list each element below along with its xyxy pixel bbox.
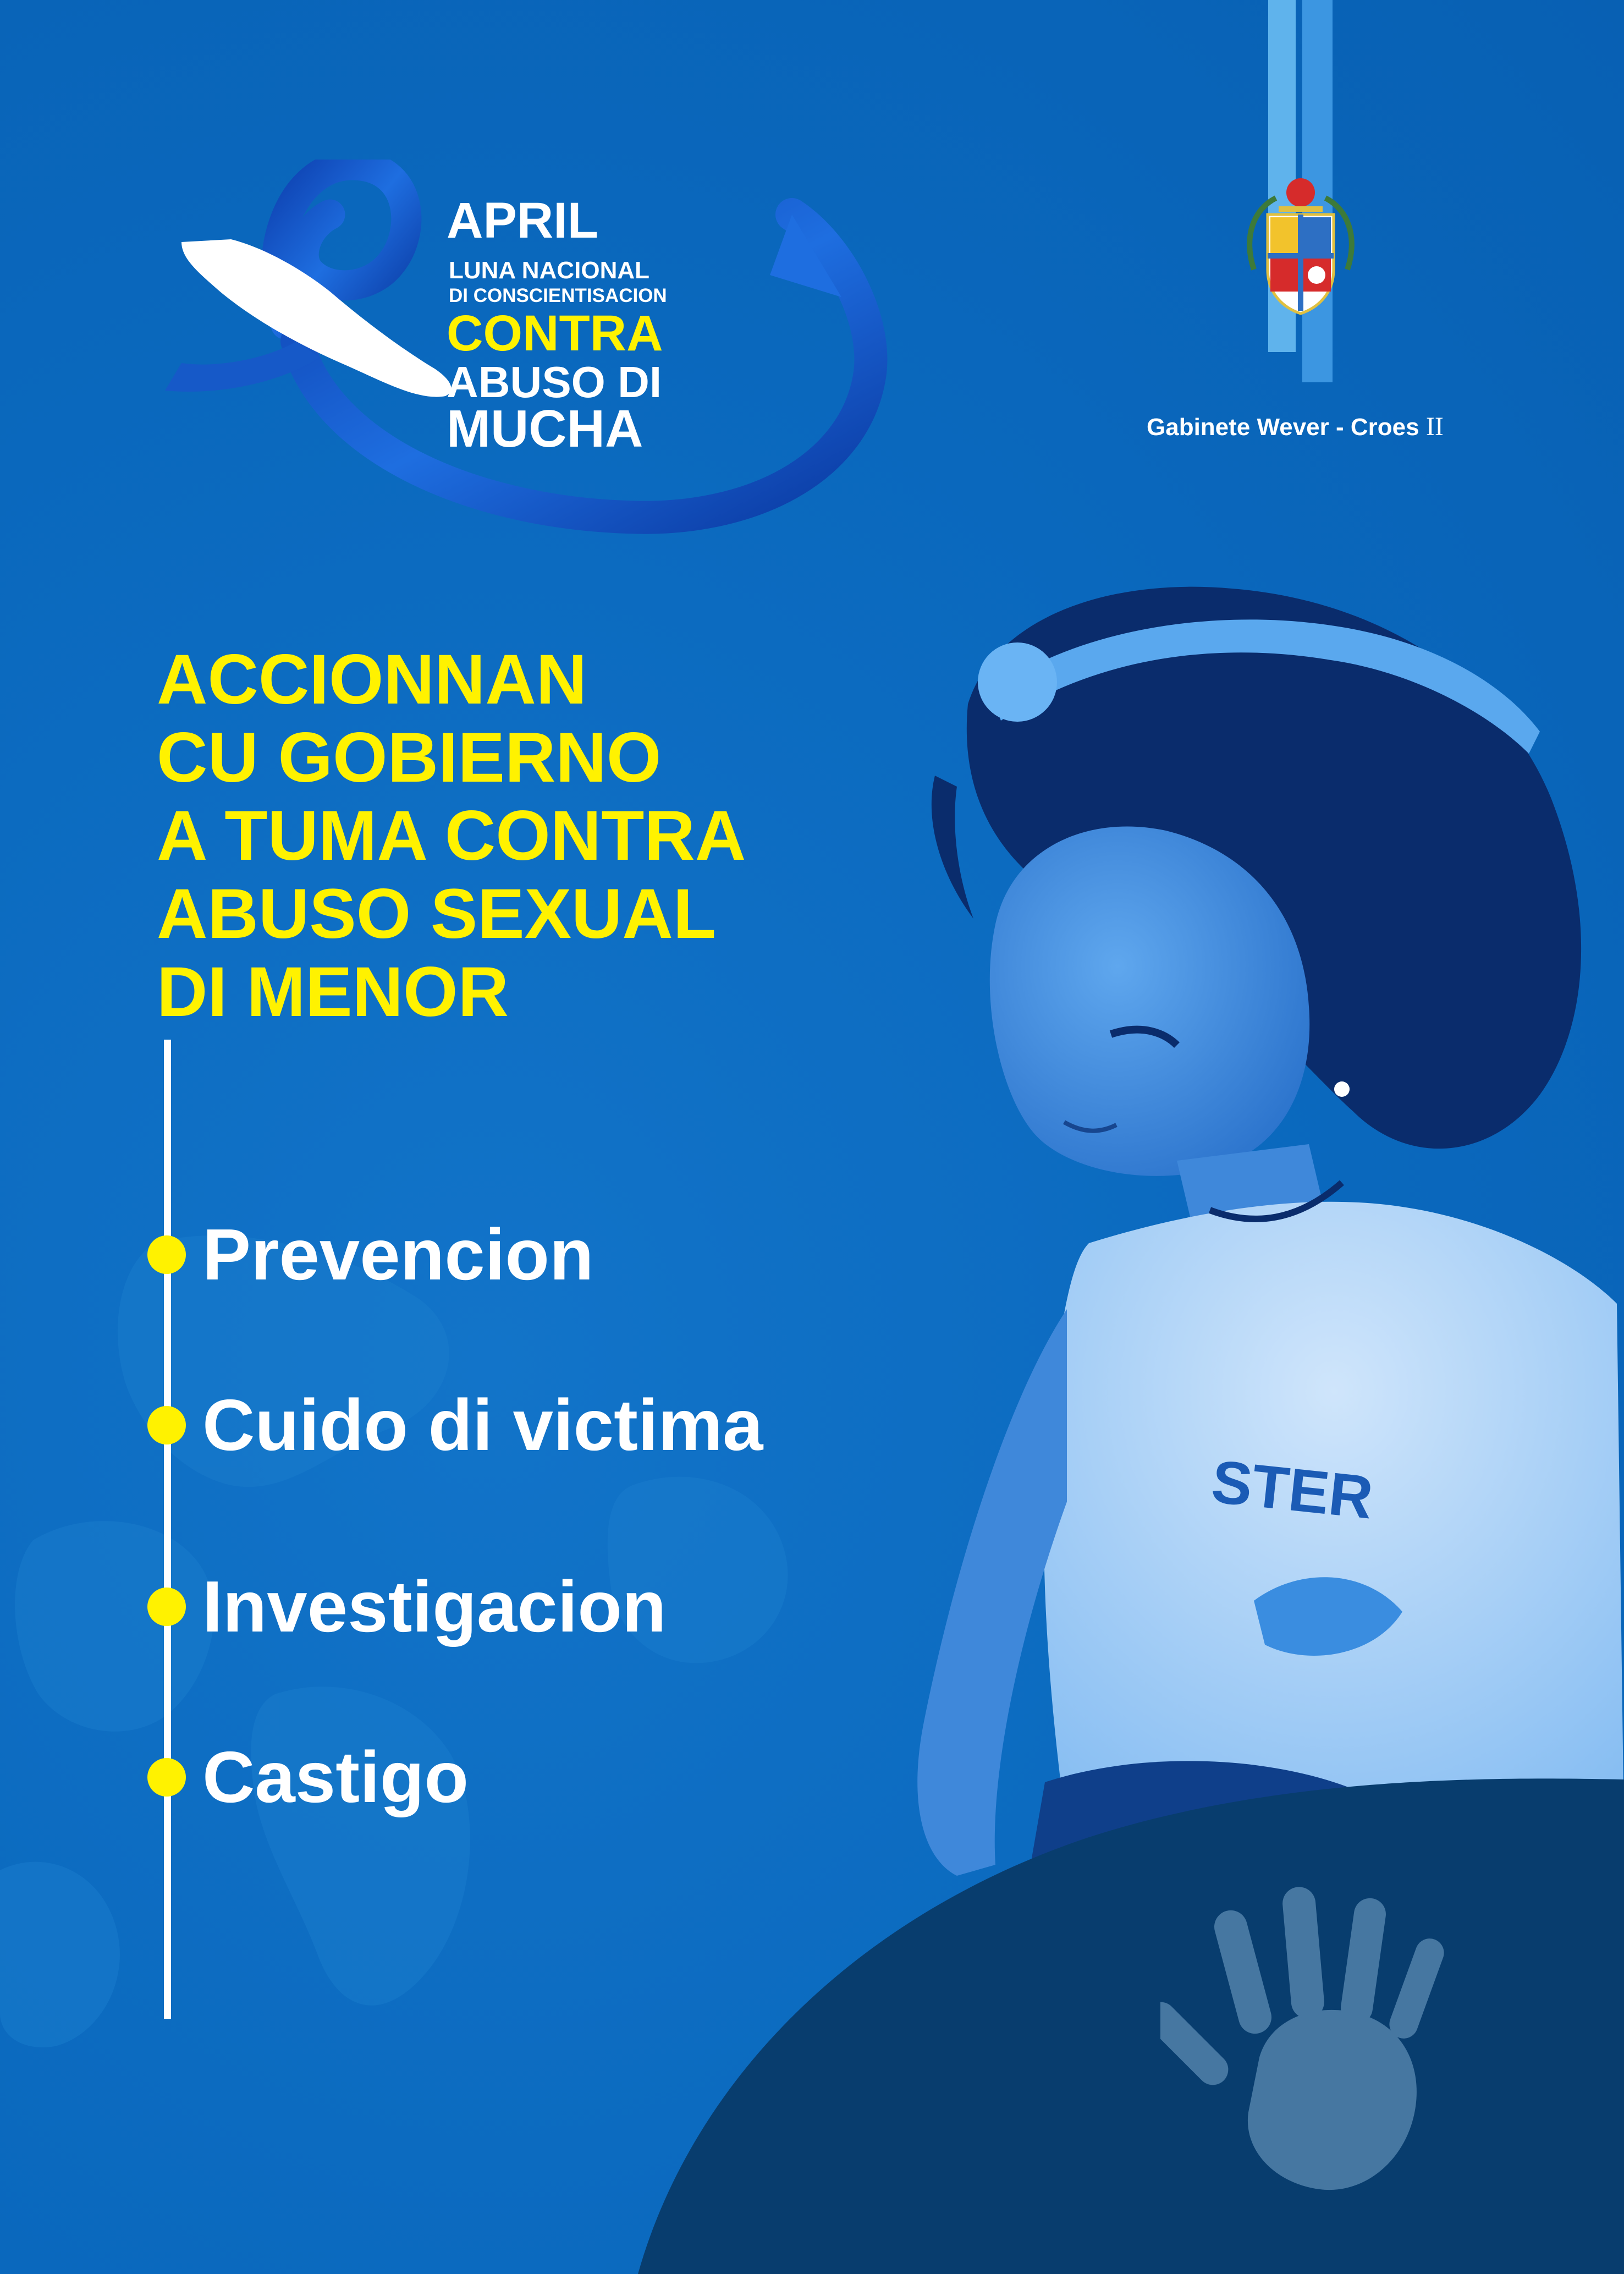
bullet-dot-icon <box>147 1758 186 1797</box>
bullet-dot-icon <box>147 1406 186 1444</box>
logo-luna-nacional: LUNA NACIONAL <box>449 257 649 284</box>
logo-abuso: ABUSO DI <box>447 358 662 407</box>
action-label: Cuido di victima <box>202 1385 763 1465</box>
logo-contra: CONTRA <box>447 305 663 361</box>
gabinete-text: Gabinete Wever - Croes <box>1147 414 1419 441</box>
timeline-line <box>164 1040 171 2019</box>
action-item-prevencion <box>147 1214 594 1295</box>
action-label: Investigacion <box>202 1566 667 1647</box>
action-item-investigacion <box>147 1566 667 1647</box>
action-item-cuido <box>147 1385 763 1465</box>
logo-april: APRIL <box>447 193 598 249</box>
headline-line: CU GOBIERNO <box>157 718 662 797</box>
action-label: Castigo <box>202 1737 469 1817</box>
logo-conscientisacion: DI CONSCIENTISACION <box>449 285 667 306</box>
headline-line: DI MENOR <box>157 953 509 1031</box>
gabinete-roman: II <box>1425 412 1444 441</box>
logo-mucha: MUCHA <box>447 399 643 458</box>
headline <box>157 641 746 1031</box>
action-item-castigo <box>147 1737 469 1817</box>
action-label: Prevencion <box>202 1214 594 1295</box>
headline-line: A TUMA CONTRA <box>157 797 746 875</box>
bullet-dot-icon <box>147 1588 186 1626</box>
shirt-print: STER <box>1208 1447 1377 1532</box>
bullet-dot-icon <box>147 1235 186 1274</box>
headline-line: ABUSO SEXUAL <box>157 875 716 953</box>
headline-line: ACCIONNAN <box>157 640 587 719</box>
handprint-icon <box>1160 1876 1501 2217</box>
